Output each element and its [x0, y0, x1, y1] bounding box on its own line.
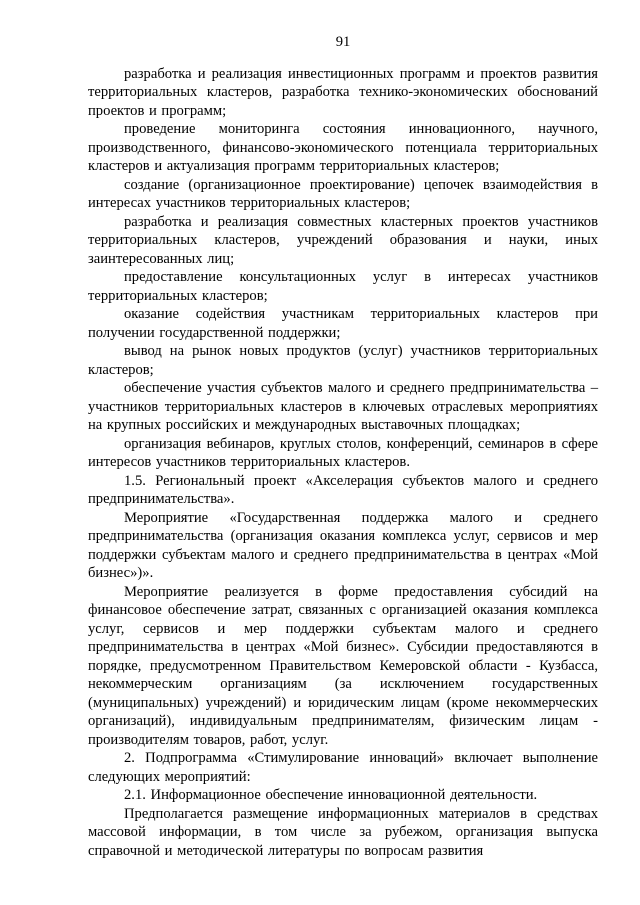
document-body [88, 65, 598, 861]
paragraph: вывод на рынок новых продуктов (услуг) участников территориальных кластеров; [88, 343, 598, 378]
paragraph: Мероприятие «Государственная поддержка малого и среднего предпринимательства (организация оказания комплекса услуг, сервисов и мер поддержки субъектам малого и среднего предпринимательства в центрах «Мой бизнес»)». [88, 509, 598, 581]
paragraph: разработка и реализация совместных кластерных проектов участников территориальных кластеров, учреждений образования и науки, иных заинтересованных лиц; [88, 213, 598, 267]
paragraph: 1.5. Региональный проект «Акселерация субъектов малого и среднего предпринимательства». [88, 472, 598, 507]
paragraph: 2. Подпрограмма «Стимулирование инноваций» включает выполнение следующих мероприятий: [88, 750, 598, 785]
page-number: 91 [335, 34, 351, 50]
paragraph: оказание содействия участникам территориальных кластеров при получении государственной поддержки; [88, 306, 598, 341]
paragraph: обеспечение участия субъектов малого и среднего предпринимательства – участников территориальных кластеров в ключевых отраслевых мероприятиях на крупных российских и международных выставочных площадках; [88, 380, 598, 433]
paragraph: 2.1. Информационное обеспечение инновационной деятельности. [124, 787, 538, 803]
paragraph: организация вебинаров, круглых столов, конференций, семинаров в сфере интересов участников территориальных кластеров. [88, 435, 598, 470]
paragraph: Предполагается размещение информационных материалов в средствах массовой информации, в том числе за рубежом, организация выпуска справочной и методической литературы по вопросам развития [88, 805, 598, 859]
paragraph: разработка и реализация инвестиционных программ и проектов развития территориальных кластеров, разработка технико-экономических обоснований проектов и программ; [88, 65, 598, 119]
paragraph: Мероприятие реализуется в форме предоставления субсидий на финансовое обеспечение затрат, связанных с организацией оказания комплекса услуг, сервисов и мер поддержки субъектам малого и среднего предпринимательства в центрах «Мой бизнес». Субсидии предоставляются в порядке, предусмотренном Правительством Кемеровской области - Кузбасса, некоммерческим организациям (за исключением государственных (муниципальных) учреждений) и юридическим лицам (кроме некоммерческих организаций), индивидуальным предпринимателям, физическим лицам - производителям товаров, работ, услуг. [88, 583, 598, 748]
paragraph: проведение мониторинга состояния инновационного, научного, производственного, финансово-экономического потенциала территориальных кластеров и актуализация программ территориальных кластеров; [88, 121, 598, 174]
paragraph: предоставление консультационных услуг в интересах участников территориальных кластеров; [88, 269, 598, 304]
paragraph: создание (организационное проектирование) цепочек взаимодействия в интересах участников территориальных кластеров; [88, 176, 598, 211]
